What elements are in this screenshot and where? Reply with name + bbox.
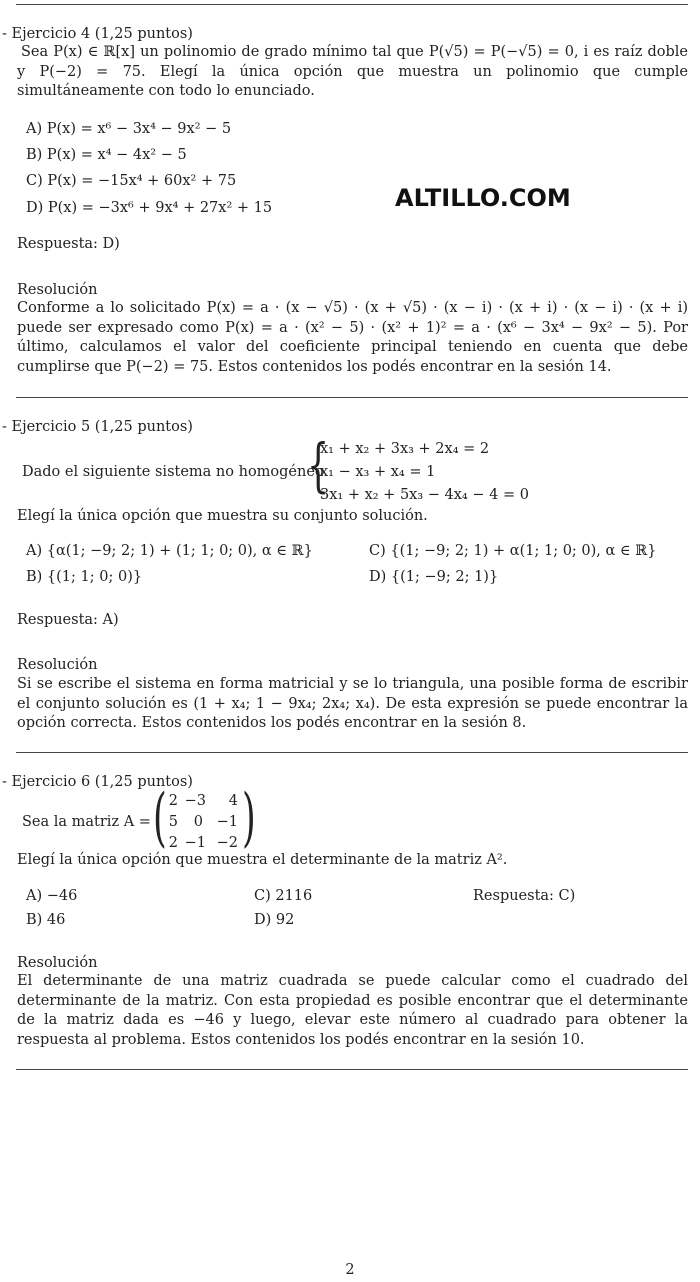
ex6-resolution-title: Resolución bbox=[17, 955, 98, 971]
matrix bbox=[160, 792, 244, 852]
matrix-left-paren: ( bbox=[153, 781, 167, 855]
matrix-cell: −3 bbox=[184, 793, 206, 809]
ex5-header: - Ejercicio 5 (1,25 puntos) bbox=[2, 419, 193, 435]
system-brace: { bbox=[307, 431, 330, 499]
watermark-logo: ALTILLO.COM bbox=[395, 184, 571, 212]
ex5-prompt: Elegí la única opción que muestra su conjunto solución. bbox=[17, 508, 428, 524]
matrix-cell: 4 bbox=[228, 793, 238, 809]
ex5-intro: Dado el siguiente sistema no homogéneo bbox=[22, 464, 324, 480]
ex5-option-c: C) {(1; −9; 2; 1) + α(1; 1; 0; 0), α ∈ ℝ} bbox=[369, 543, 657, 559]
matrix-cell: −1 bbox=[216, 814, 238, 830]
matrix-right-paren: ) bbox=[242, 781, 256, 855]
ex4-statement: Sea P(x) ∈ ℝ[x] un polinomio de grado mínimo tal que P(√5) = P(−√5) = 0, i es raíz doble y P(−2) = 75. Elegí la única opción que muestra un polinomio que cumple simultáneamente con todo lo enunciado. bbox=[17, 44, 688, 99]
ex4-answer: Respuesta: D) bbox=[17, 236, 120, 252]
ex4-header: - Ejercicio 4 (1,25 puntos) bbox=[2, 26, 193, 42]
matrix-cell: −2 bbox=[216, 835, 238, 851]
ex4-resolution: Conforme a lo solicitado P(x) = a · (x − √5) · (x + √5) · (x − i) · (x + i) · (x − i) · (x + i) puede ser expresado como P(x) = a · (x² − 5) · (x² + 1)² = a · (x⁶ − 3x⁴ − 9x² − 5). Por último, calculamos el valor del coeficiente principal teniendo en cuenta que debe cumplirse que P(−2) = 75. Estos contenidos los podés encontrar en la sesión 14. bbox=[17, 300, 688, 375]
matrix-cell: 5 bbox=[168, 814, 178, 830]
matrix-cell: −1 bbox=[184, 835, 206, 851]
matrix-cell: 0 bbox=[193, 814, 203, 830]
ex4-option-c: C) P(x) = −15x⁴ + 60x² + 75 bbox=[26, 173, 237, 189]
page-number: 2 bbox=[345, 1262, 355, 1278]
ex6-option-d: D) 92 bbox=[254, 912, 295, 928]
ex6-option-c: C) 2116 bbox=[254, 888, 313, 904]
ex5-answer: Respuesta: A) bbox=[17, 612, 119, 628]
ex6-option-a: A) −46 bbox=[26, 888, 78, 904]
separator-rule bbox=[16, 752, 688, 753]
ex6-header: - Ejercicio 6 (1,25 puntos) bbox=[2, 774, 193, 790]
ex6-option-b: B) 46 bbox=[26, 912, 66, 928]
matrix-cell: 2 bbox=[168, 835, 178, 851]
ex5-resolution: Si se escribe el sistema en forma matricial y se lo triangula, una posible forma de escribir el conjunto solución es (1 + x₄; 1 − 9x₄; 2x₄; x₄). De esta expresión se puede encontrar la opción correcta. Estos contenidos los podés encontrar en la sesión 8. bbox=[17, 676, 688, 731]
ex5-equation-1: x₁ + x₂ + 3x₃ + 2x₄ = 2 bbox=[320, 441, 490, 457]
ex5-equation-2: x₁ − x₃ + x₄ = 1 bbox=[320, 464, 436, 480]
ex5-option-a: A) {α(1; −9; 2; 1) + (1; 1; 0; 0), α ∈ ℝ} bbox=[26, 543, 313, 559]
ex5-equation-3: 3x₁ + x₂ + 5x₃ − 4x₄ − 4 = 0 bbox=[320, 487, 529, 503]
ex5-option-d: D) {(1; −9; 2; 1)} bbox=[369, 569, 499, 585]
bottom-rule bbox=[16, 1069, 688, 1070]
ex4-resolution-title: Resolución bbox=[17, 282, 98, 298]
ex4-option-a: A) P(x) = x⁶ − 3x⁴ − 9x² − 5 bbox=[26, 121, 232, 137]
ex4-option-b: B) P(x) = x⁴ − 4x² − 5 bbox=[26, 147, 187, 163]
ex6-prompt: Elegí la única opción que muestra el determinante de la matriz A². bbox=[17, 852, 508, 868]
ex5-resolution-title: Resolución bbox=[17, 657, 98, 673]
ex6-resolution: El determinante de una matriz cuadrada se puede calcular como el cuadrado del determinante de la matriz. Con esta propiedad es posible encontrar que el determinante de la matriz dada es −46 y luego, elevar este número al cuadrado para obtener la respuesta al problema. Estos contenidos los podés encontrar en la sesión 10. bbox=[17, 973, 688, 1048]
ex6-answer: Respuesta: C) bbox=[473, 888, 576, 904]
ex6-intro: Sea la matriz A = bbox=[22, 814, 151, 830]
ex4-option-d: D) P(x) = −3x⁶ + 9x⁴ + 27x² + 15 bbox=[26, 200, 273, 216]
top-rule bbox=[16, 4, 688, 5]
matrix-cell: 2 bbox=[168, 793, 178, 809]
separator-rule bbox=[16, 397, 688, 398]
ex5-option-b: B) {(1; 1; 0; 0)} bbox=[26, 569, 143, 585]
